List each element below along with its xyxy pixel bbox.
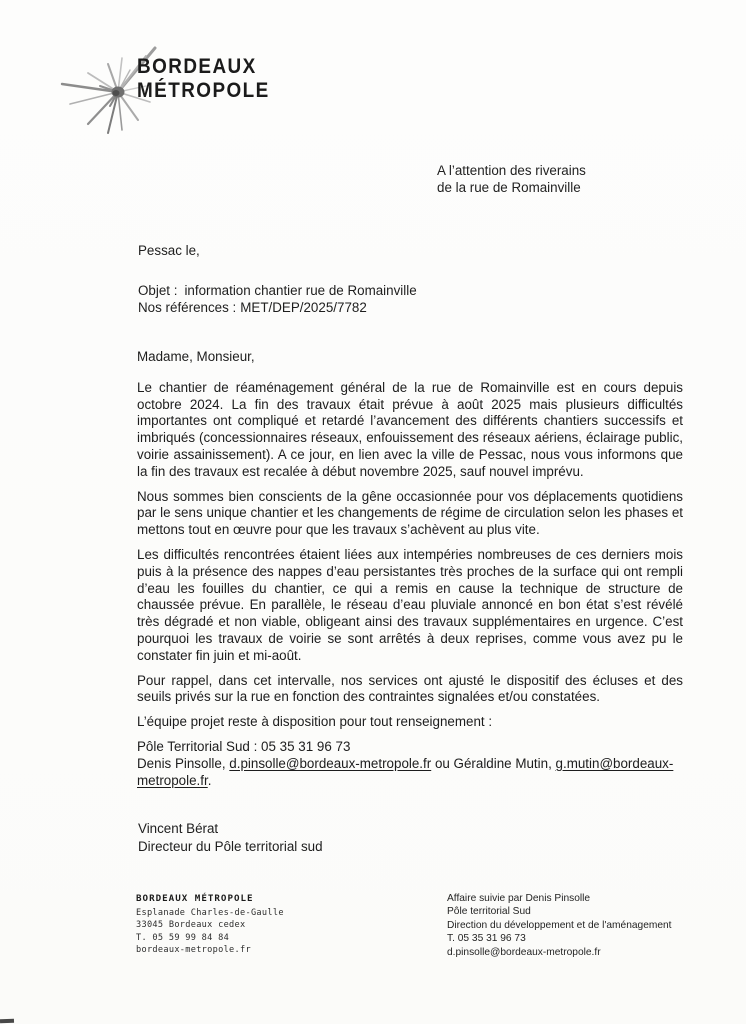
contact-email-1: d.pinsolle@bordeaux-metropole.fr: [229, 755, 432, 771]
footer-org-address2: 33045 Bordeaux cedex: [136, 920, 246, 931]
recipient-line2: de la rue de Romainville: [437, 180, 581, 195]
bordeaux-metropole-wordmark: [137, 55, 270, 102]
subject-refs-value: MET/DEP/2025/7782: [240, 300, 367, 316]
contact-block: [137, 739, 683, 789]
signature-block: [138, 820, 323, 855]
wordmark-line2: MÉTROPOLE: [137, 78, 270, 102]
subject-refs-label: Nos références :: [138, 300, 237, 316]
scan-artifact: [0, 1019, 14, 1023]
subject-objet-value: information chantier rue de Romainville: [184, 283, 417, 298]
paragraph-5: L’équipe projet reste à disposition pour tout renseignement :: [137, 714, 493, 730]
footer-contact-unit: Pôle territorial Sud: [447, 906, 531, 918]
contact-phone-line: Pôle Territorial Sud : 05 35 31 96 73: [137, 738, 351, 754]
footer-org-name: BORDEAUX MÉTROPOLE: [136, 893, 254, 904]
contact-connector: ou Géraldine Mutin,: [431, 755, 556, 771]
salutation: Madame, Monsieur,: [137, 349, 255, 364]
paragraph-4: Pour rappel, dans cet intervalle, nos services ont ajusté le dispositif des écluses et des seuils privés sur la rue en fonction des contraintes signalées et/ou constatées.: [137, 672, 683, 705]
footer-org-phone: T. 05 59 99 84 84: [136, 932, 230, 943]
footer-org-address1: Esplanade Charles-de-Gaulle: [136, 907, 284, 918]
paragraph-2: Nous sommes bien conscients de la gêne occasionnée pour vos déplacements quotidiens par le sens unique chantier et les changements de régime de circulation selon les phases et mettons tout en œuvre pour que les travaux s’achèvent au plus vite.: [137, 488, 683, 538]
contact-email-2: g.mutin@bordeaux-metropole.fr: [137, 755, 674, 788]
contact-emails-line: [137, 756, 683, 790]
footer-org-website: bordeaux-metropole.fr: [136, 945, 251, 956]
footer-contact-email: d.pinsolle@bordeaux-metropole.fr: [447, 946, 601, 958]
footer-contact-phone: T. 05 35 31 96 73: [447, 933, 526, 945]
signature-title: Directeur du Pôle territorial sud: [138, 838, 323, 854]
recipient-line1: A l’attention des riverains: [437, 163, 586, 178]
subject-refs-line: [138, 299, 417, 316]
contact-suffix: .: [207, 772, 212, 788]
dateline: Pessac le,: [138, 243, 200, 258]
wordmark-line1: BORDEAUX: [137, 55, 257, 78]
recipient-block: [437, 162, 586, 196]
footer-contact-block: [447, 892, 672, 959]
footer-contact-direction: Direction du développement et de l'aménagement: [447, 919, 672, 931]
contact-name1: Denis Pinsolle,: [137, 755, 230, 771]
paragraph-3: Les difficultés rencontrées étaient liées aux intempéries nombreuses de ces derniers mois puis à la présence des nappes d’eau persistantes très proches de la surface qui ont rempli d’eau les fouilles du chantier, ce qui a remis en cause la technique de structure de chaussée prévue. En parallèle, le réseau d’eau pluviale annoncé en bon état s’est révélé très dégradé et non viable, obligeant ainsi des travaux supplémentaires en urgence. C’est pourquoi les travaux de voirie se sont arrêtés à deux reprises, comme vous avez pu le constater fin juin et mi-août.: [137, 546, 683, 663]
footer-org-block: [136, 893, 284, 957]
paragraph-1: Le chantier de réaménagement général de la rue de Romainville est en cours depuis octobre 2024. La fin des travaux était prévue à août 2025 mais plusieurs difficultés importantes ont compliqué et retardé l’avancement des différents chantiers successifs et imbriqués (concessionnaires réseaux, enfouissement des réseaux aériens, éclairage public, voirie assainissement). A ce jour, en lien avec la ville de Pessac, nous vous informons que la fin des travaux est recalée à début novembre 2025, sauf nouvel imprévu.: [137, 379, 683, 479]
subject-objet-label: Objet :: [138, 283, 178, 298]
subject-block: [138, 282, 417, 316]
footer-contact-person: Affaire suivie par Denis Pinsolle: [447, 893, 591, 904]
subject-objet-line: [138, 282, 417, 299]
letter-body: [137, 349, 683, 789]
signature-name: Vincent Bérat: [138, 821, 219, 836]
